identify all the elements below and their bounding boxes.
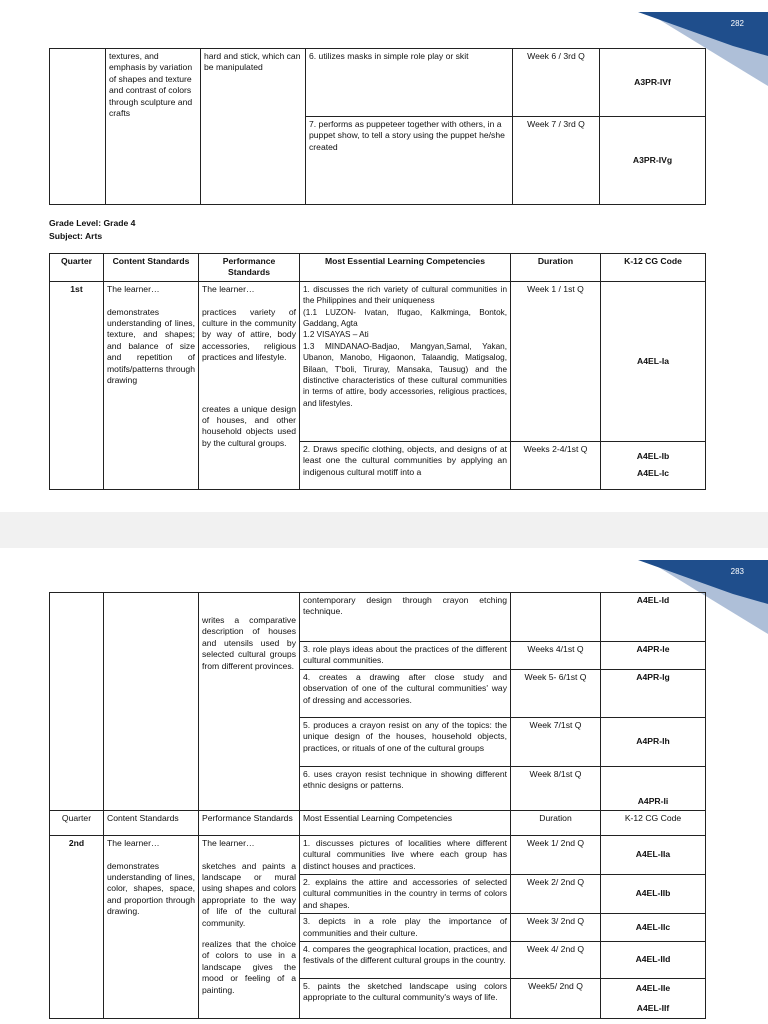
cg-code-cell: A4PR-Ig bbox=[601, 669, 706, 717]
competency-cell: 1. discusses pictures of localities where different cultural communities live where each group has distinct houses and practices. bbox=[300, 835, 511, 874]
competency-cell: 1. discusses the rich variety of cultural communities in the Philippines and their uniqueness (1.1 LUZON- Ivatan, Ifugao, Kalkminga, Bontok, Gaddang, Agta 1.2 VISAYAS – Ati 1.3 MINDANAO-Badjao, Mangyan,Samal, Yakan, Ubanon, Manobo, Higaonon, Talaandig, Matigsalog, Bilaan, T'boli, Tiruray, Mansaka, Tausug) and the distinctive characteristics of these cultural communities in terms of attire, body accessories, religious practices, and lifestyles. bbox=[300, 281, 511, 441]
competency-cell: 5. paints the sketched landscape using colors appropriate to the cultural community's ways of life. bbox=[300, 979, 511, 1019]
grade4-q1-continuation-and-q2-table bbox=[49, 592, 706, 1019]
duration-cell: Week 4/ 2nd Q bbox=[511, 942, 601, 979]
cg-code-cell: A4EL-IIb bbox=[601, 875, 706, 914]
header-quarter: Quarter bbox=[50, 810, 104, 835]
cg-code: A4EL-Ib bbox=[636, 450, 670, 461]
header-competencies: Most Essential Learning Competencies bbox=[300, 810, 511, 835]
competency-cell: 4. compares the geographical location, practices, and festivals of the different cultural groups in the country. bbox=[300, 942, 511, 979]
cg-code-cell: A4EL-IIa bbox=[601, 835, 706, 874]
competency-cell: 2. explains the attire and accessories of selected cultural communities in the country in terms of colors and shapes. bbox=[300, 875, 511, 914]
header-cg-code: K-12 CG Code bbox=[601, 810, 706, 835]
header-performance-standards: Performance Standards bbox=[199, 810, 300, 835]
content-standards-cell bbox=[104, 593, 199, 811]
performance-standard-2: creates a unique design of houses, and other household objects used by the cultural groups. bbox=[202, 403, 296, 448]
duration-cell: Week 8/1st Q bbox=[511, 766, 601, 810]
competency-cell: 3. depicts in a role play the importance of communities and their culture. bbox=[300, 914, 511, 942]
competency-cell: 7. performs as puppeteer together with others, in a puppet show, to tell a story using the puppet he/she created bbox=[306, 117, 513, 205]
duration-cell: Weeks 2-4/1st Q bbox=[511, 441, 601, 489]
cg-code-cell bbox=[601, 441, 706, 489]
duration-cell: Weeks 4/1st Q bbox=[511, 642, 601, 670]
competency-cell: 5. produces a crayon resist on any of the topics: the unique design of the houses, household objects, practices, or rituals of one of the cultural groups bbox=[300, 717, 511, 766]
cg-code-cell: A4EL-Ia bbox=[601, 281, 706, 441]
performance-standards-cell bbox=[199, 835, 300, 1018]
content-standards-cell: textures, and emphasis by variation of shapes and texture and contrast of colors through sculpture and crafts bbox=[106, 49, 201, 205]
cg-code-cell: A3PR-IVf bbox=[600, 49, 706, 117]
cg-code: A4EL-IIf bbox=[636, 1002, 670, 1013]
duration-cell: Week 1 / 1st Q bbox=[511, 281, 601, 441]
cg-code-cell: A4EL-Id bbox=[601, 593, 706, 642]
cg-code-cell bbox=[601, 979, 706, 1019]
cg-code-cell: A4PR-Ie bbox=[601, 642, 706, 670]
duration-cell bbox=[511, 593, 601, 642]
header-quarter: Quarter bbox=[50, 254, 104, 282]
header-duration: Duration bbox=[511, 810, 601, 835]
performance-standards-cell bbox=[199, 281, 300, 489]
competency-cell: 2. Draws specific clothing, objects, and designs of at least one the cultural communities by applying an indigenous cultural motiff into a bbox=[300, 441, 511, 489]
duration-cell: Week 7/1st Q bbox=[511, 717, 601, 766]
cg-code-cell: A4PR-Ih bbox=[601, 717, 706, 766]
cg-code: A4EL-IIe bbox=[635, 983, 671, 994]
page-number: 283 bbox=[730, 567, 744, 576]
quarter-cell: 2nd bbox=[50, 835, 104, 1018]
duration-cell: Week 2/ 2nd Q bbox=[511, 875, 601, 914]
quarter-cell bbox=[50, 49, 106, 205]
content-standards-cell: The learner… demonstrates understanding of lines, texture, and shapes; and balance of size and repetition of motifs/patterns through drawing bbox=[104, 281, 199, 489]
performance-standard-1: The learner… practices variety of culture in the community by way of attire, body accessories, religious practices and lifestyle. bbox=[202, 283, 296, 363]
header-duration: Duration bbox=[511, 254, 601, 282]
competency-cell: 4. creates a drawing after close study and observation of one of the cultural communities' way of dressing and accessories. bbox=[300, 669, 511, 717]
grade4-q1-table bbox=[49, 253, 706, 490]
duration-cell: Week 3/ 2nd Q bbox=[511, 914, 601, 942]
header-content-standards: Content Standards bbox=[104, 254, 199, 282]
header-content-standards: Content Standards bbox=[104, 810, 199, 835]
duration-cell: Week5/ 2nd Q bbox=[511, 979, 601, 1019]
quarter-cell: 1st bbox=[50, 281, 104, 489]
cg-code-cell: A4PR-Ii bbox=[601, 766, 706, 810]
performance-standard-2: realizes that the choice of colors to use in a landscape gives the mood or feeling of a painting. bbox=[202, 939, 296, 995]
header-performance-standards: Performance Standards bbox=[199, 254, 300, 282]
grade-level-label: Grade Level: Grade 4 bbox=[49, 218, 136, 228]
performance-standards-cell: hard and stick, which can be manipulated bbox=[201, 49, 306, 205]
cg-code-cell: A4EL-IIc bbox=[601, 914, 706, 942]
duration-cell: Week 7 / 3rd Q bbox=[513, 117, 600, 205]
performance-standards-cell bbox=[199, 593, 300, 811]
performance-standard-1: The learner… sketches and paints a landscape or mural using shapes and colors appropriate to the way of life of the cultural community. bbox=[202, 837, 296, 928]
cg-code-cell: A3PR-IVg bbox=[600, 117, 706, 205]
competency-cell: 6. uses crayon resist technique in showing different ethnic designs or patterns. bbox=[300, 766, 511, 810]
duration-cell: Week 6 / 3rd Q bbox=[513, 49, 600, 117]
header-cg-code: K-12 CG Code bbox=[601, 254, 706, 282]
performance-standard-3: writes a comparative description of houses and utensils used by selected cultural groups from different provinces. bbox=[202, 615, 296, 671]
cg-code: A4EL-Ic bbox=[637, 468, 669, 479]
grade3-continuation-table bbox=[49, 48, 706, 205]
document-page-283 bbox=[0, 548, 768, 1024]
competency-cell: 6. utilizes masks in simple role play or skit bbox=[306, 49, 513, 117]
quarter-cell bbox=[50, 593, 104, 811]
cg-code-cell: A4EL-IId bbox=[601, 942, 706, 979]
competency-cell: 3. role plays ideas about the practices of the different cultural communities. bbox=[300, 642, 511, 670]
page-gap bbox=[0, 512, 768, 548]
subject-label: Subject: Arts bbox=[49, 231, 103, 241]
header-competencies: Most Essential Learning Competencies bbox=[300, 254, 511, 282]
duration-cell: Week 5- 6/1st Q bbox=[511, 669, 601, 717]
competency-cell: contemporary design through crayon etching technique. bbox=[300, 593, 511, 642]
duration-cell: Week 1/ 2nd Q bbox=[511, 835, 601, 874]
content-standards-cell: The learner… demonstrates understanding of lines, color, shapes, space, and proportion through drawing. bbox=[104, 835, 199, 1018]
page-number: 282 bbox=[730, 19, 744, 28]
